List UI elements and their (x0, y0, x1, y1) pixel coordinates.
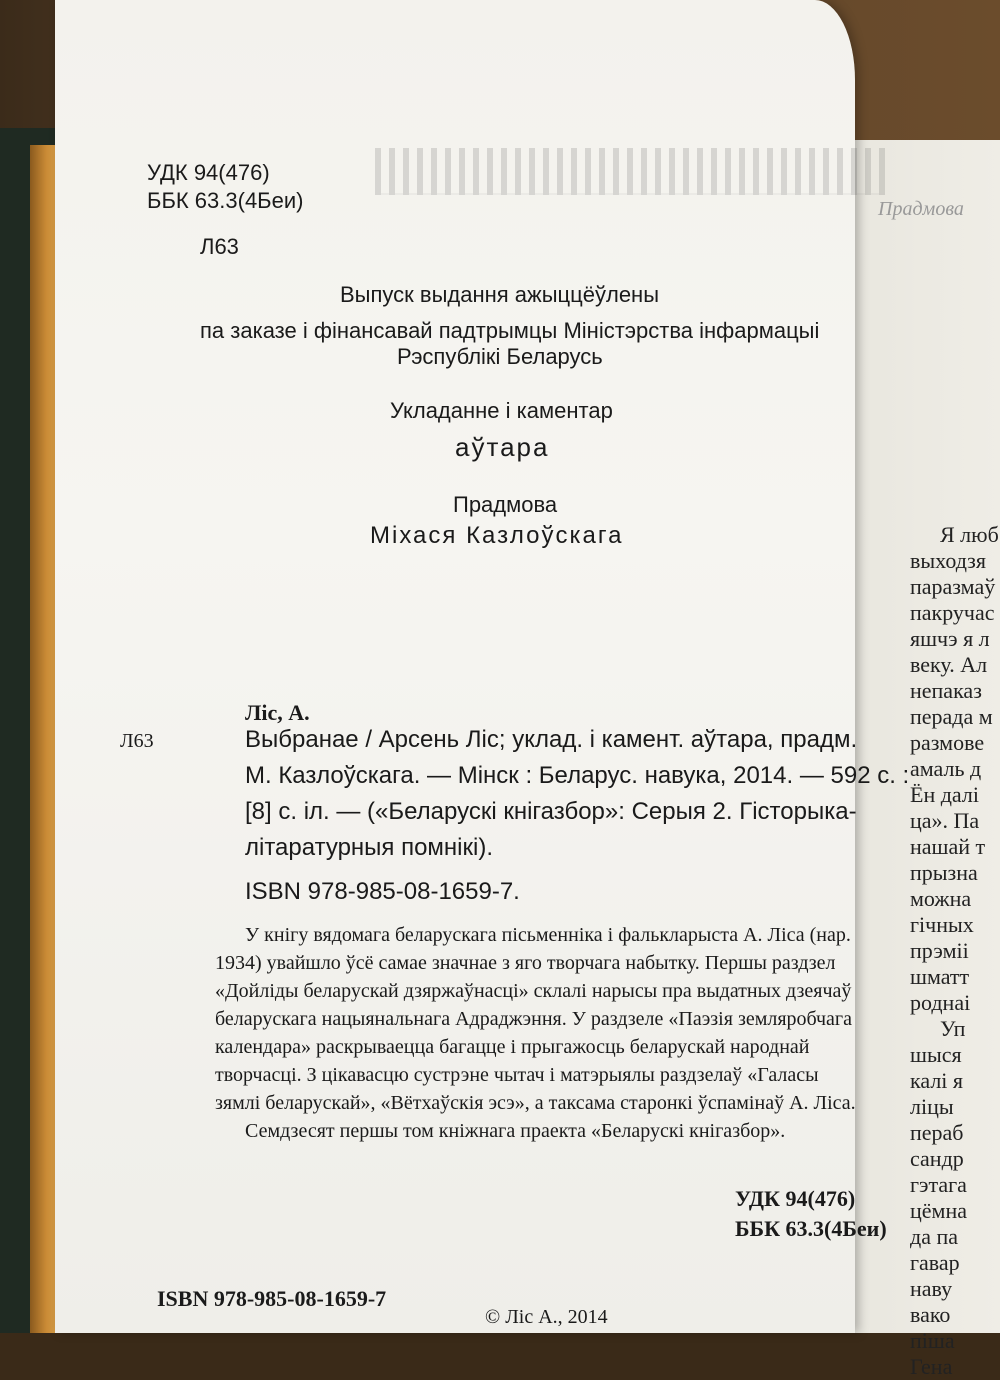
right-page-line: непаказ (910, 678, 982, 703)
right-page-line: размове (910, 730, 985, 755)
right-page-line: ца». Па (910, 808, 980, 833)
annotation-line-4: беларускага нацыянальнага Адраджэння. У раздзеле «Паэзія земляробчага (215, 1008, 852, 1030)
annotation-line-2: 1934) увайшло ўсё самае значнае з яго творчага набытку. Першы раздзел (215, 952, 836, 974)
right-page-line: ліцы (910, 1094, 954, 1119)
right-page-line: Я люб (940, 522, 999, 547)
title-verso-page (55, 0, 910, 1333)
right-page-line: выходзя (910, 548, 986, 573)
right-page-line: веку. Ал (910, 652, 988, 677)
author-mark: Л63 (200, 234, 239, 259)
right-page-line: паразмаў (910, 574, 996, 599)
annotation-line-5: календара» раскрываецца багацце і прыгажосць беларускай народнай (215, 1036, 810, 1058)
right-page-line: сандр (910, 1146, 964, 1171)
bbk-code: ББК 63.3(4Беи) (147, 188, 304, 213)
compilation-name: аўтара (455, 432, 550, 462)
card-line-4: літаратурныя помнікі). (245, 834, 494, 861)
foreword-author: Міхася Казлоўскага (370, 522, 624, 549)
annotation-line-1: У кнігу вядомага беларускага пісьменніка і фалькларыста А. Ліса (нар. (245, 924, 851, 946)
funding-line-1: Выпуск выдання ажыццёўлены (340, 282, 660, 307)
right-page-line: яшчэ я л (910, 626, 990, 651)
right-page-line: вако (910, 1302, 951, 1327)
right-page-line: роднаі (910, 990, 971, 1015)
card-line-3: [8] с. іл. — («Беларускі кнігазбор»: Серыя 2. Гісторыка- (245, 798, 857, 825)
right-page-line: Уп (940, 1016, 966, 1041)
right-page-line: амаль д (910, 756, 982, 781)
compilation-label: Укладанне і каментар (390, 398, 613, 423)
right-page-line: пераб (910, 1120, 964, 1145)
annotation-line-7: зямлі беларускай», «Вётхаўскія эсэ», а таксама старонкі ўспамінаў А. Ліса. (215, 1092, 856, 1114)
annotation-line-6: творчасці. З цікавасцю сустрэне чытач і матэрыялы раздзелаў «Галасы (215, 1064, 819, 1086)
right-page-line: да па (910, 1224, 958, 1249)
right-page-line: гэтага (910, 1172, 967, 1197)
right-page-line: можна (910, 886, 972, 911)
annotation-line-8: Семдзесят першы том кніжнага праекта «Беларускі кнігазбор». (245, 1120, 786, 1142)
right-page-line: шматт (910, 964, 970, 989)
right-page-line: наву (910, 1276, 953, 1301)
right-page-line: Гена (910, 1354, 953, 1379)
card-isbn: ISBN 978-985-08-1659-7. (245, 878, 520, 905)
right-page-line: гавар (910, 1250, 960, 1275)
bottom-isbn: ISBN 978-985-08-1659-7 (157, 1286, 387, 1311)
right-page-line: прэміі (910, 938, 969, 963)
footer-udk: УДК 94(476) (735, 1186, 856, 1211)
right-page-line: шыся (910, 1042, 962, 1067)
right-page-line: перада м (910, 704, 993, 729)
right-page-line: пішa (910, 1328, 955, 1353)
copyright: © Ліс А., 2014 (485, 1306, 608, 1328)
right-page-line: калі я (910, 1068, 964, 1093)
card-line-1: Выбранае / Арсень Ліс; уклад. і камент. аўтара, прадм. (245, 726, 858, 753)
foreword-label: Прадмова (453, 492, 558, 517)
right-page-line: пакручас (910, 600, 995, 625)
card-mark: Л63 (120, 730, 154, 752)
card-author: Ліс, А. (245, 700, 310, 725)
right-page-line: нашай т (910, 834, 986, 859)
udk-code: УДК 94(476) (147, 160, 270, 185)
right-page-header: Прадмова (878, 198, 964, 220)
footer-bbk: ББК 63.3(4Беи) (735, 1216, 887, 1241)
annotation-line-3: «Дойліды беларускай дзяржаўнасці» склалі нарысы пра выдатных дзеячаў (215, 980, 852, 1002)
card-line-2: М. Казлоўскага. — Мінск : Беларус. навука, 2014. — 592 с. : (245, 762, 910, 789)
funding-line-3: Рэспублікі Беларусь (397, 344, 603, 369)
right-page-line: цёмна (910, 1198, 967, 1223)
funding-line-2: па заказе і фінансавай падтрымцы Міністэрства інфармацыі (200, 318, 820, 343)
right-page-line: Ён далі (910, 782, 979, 807)
bleed-through-ornament (375, 148, 885, 195)
right-page-line: прызна (910, 860, 978, 885)
right-page-line: гічных (910, 912, 974, 937)
